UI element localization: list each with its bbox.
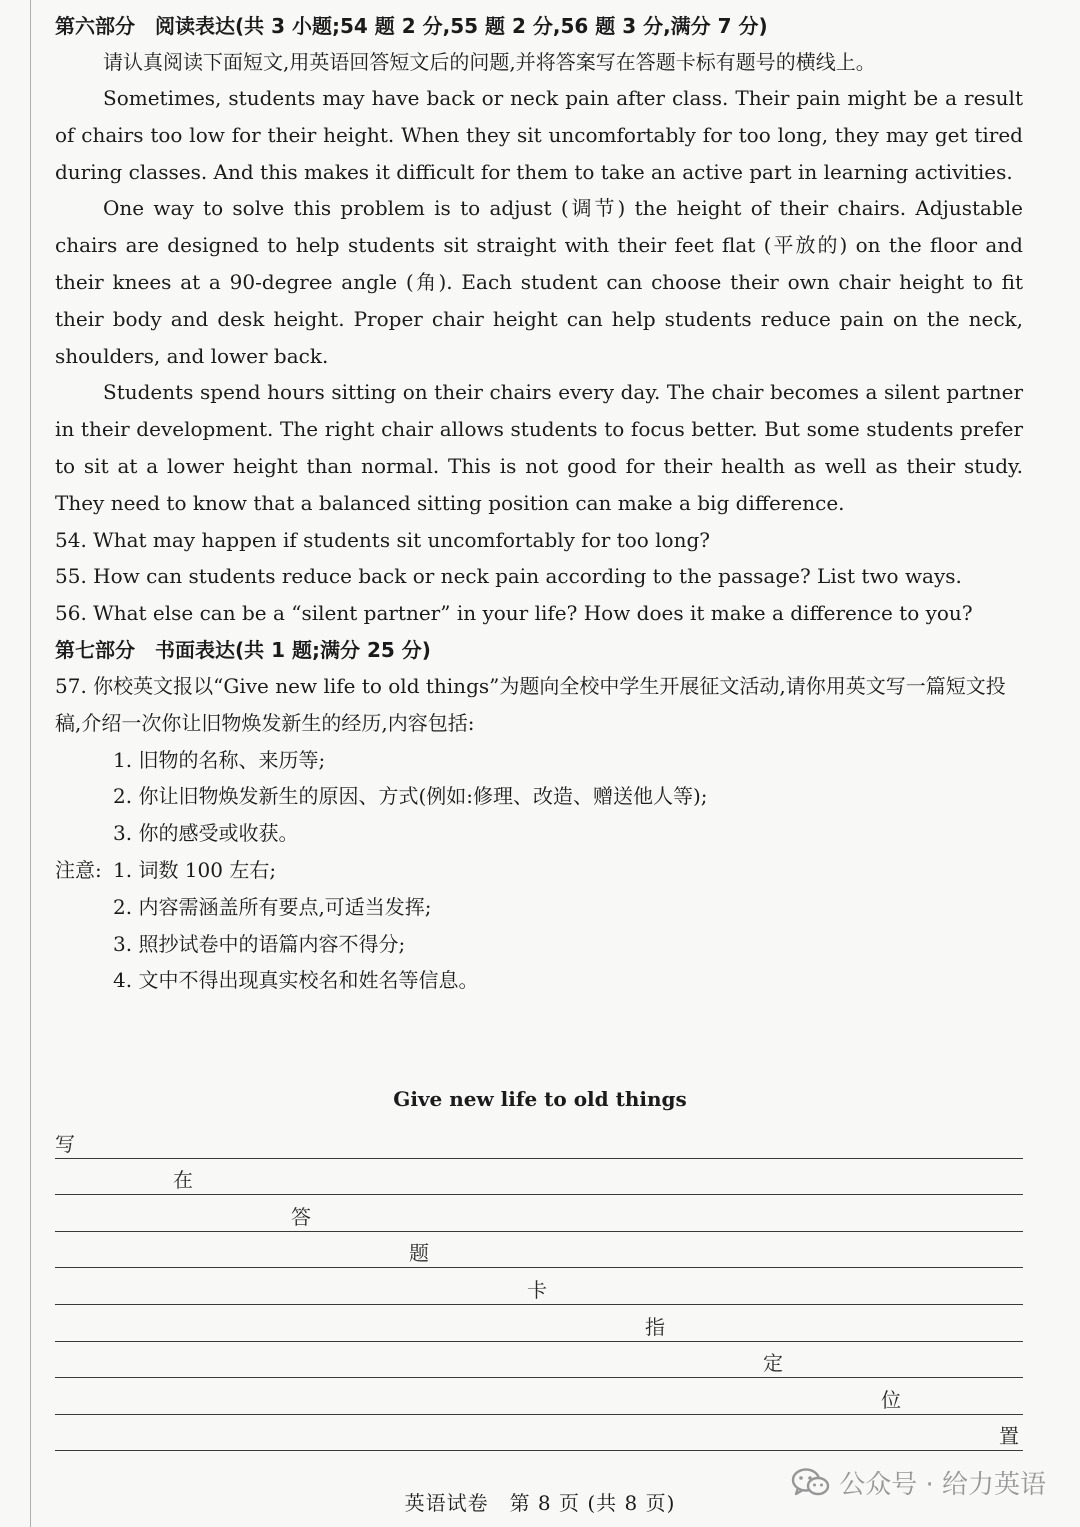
line-mark: 答 [291,1204,311,1229]
line-mark: 位 [881,1387,901,1412]
line-mark: 写 [55,1131,75,1156]
writing-area [55,1122,1023,1451]
note-item-1: 1. 词数 100 左右; [113,857,277,882]
writing-line [55,1268,1023,1305]
line-mark: 置 [999,1424,1019,1449]
question-55: 55. How can students reduce back or neck pain according to the passage? List two ways. [55,564,962,589]
requirement-item-1: 1. 旧物的名称、来历等; [113,747,326,772]
note-item-2: 2. 内容需涵盖所有要点,可适当发挥; [113,894,432,919]
line-mark: 在 [173,1168,193,1193]
notes-row-1 [55,852,1023,889]
page-footer: 英语试卷 第 8 页 (共 8 页) [404,1491,676,1515]
passage-paragraph-2: One way to solve this problem is to adjust (调节) the height of their chairs. Adjustable chairs are designed to help students sit straight with their feet flat (平放的) on the floor and their knees at a 90-degree angle (角). Each student can choose their own chair height to fit their body and desk height. Proper chair height can help students reduce pain on the neck, shoulders, and lower back. [55,196,1023,368]
binding-border-line [30,0,31,1527]
line-mark: 题 [409,1241,429,1266]
requirement-item-3: 3. 你的感受或收获。 [113,821,299,846]
essay-title: Give new life to old things [393,1087,687,1111]
writing-line [55,1305,1023,1342]
line-mark: 定 [763,1351,783,1376]
writing-line [55,1195,1023,1232]
watermark-text: 公众号 · 给力英语 [839,1470,1046,1500]
writing-line [55,1159,1023,1196]
line-mark: 指 [645,1314,665,1339]
line-mark: 卡 [527,1277,547,1302]
writing-task-57: 57. 你校英文报以“Give new life to old things”为题向全校中学生开展征文活动,请你用英文写一篇短文投稿,介绍一次你让旧物焕发新生的经历,内容包括: [55,673,1006,735]
requirement-item-2: 2. 你让旧物焕发新生的原因、方式(例如:修理、改造、赠送他人等); [113,784,708,809]
question-56: 56. What else can be a “silent partner” in your life? How does it make a difference to you? [55,601,973,626]
part6-header: 第六部分 阅读表达(共 3 小题;54 题 2 分,55 题 2 分,56 题 3 分,满分 7 分) [55,14,768,38]
writing-line [55,1378,1023,1415]
notes-label: 注意: [55,857,102,882]
note-item-3: 3. 照抄试卷中的语篇内容不得分; [113,931,406,956]
note-item-4: 4. 文中不得出现真实校名和姓名等信息。 [113,968,479,993]
passage-paragraph-1: Sometimes, students may have back or neck pain after class. Their pain might be a result of chairs too low for their height. When they sit uncomfortably for too long, they may get tired during classes. And this makes it difficult for them to take an active part in learning activities. [55,86,1023,184]
writing-line [55,1122,1023,1159]
passage-paragraph-3: Students spend hours sitting on their chairs every day. The chair becomes a silent partner in their development. The right chair allows students to focus better. But some students prefer to sit at a lower height than normal. This is not good for their health as well as their study. They need to know that a balanced sitting position can make a big difference. [55,380,1023,515]
writing-line [55,1415,1023,1452]
exam-content [55,8,1023,999]
question-54: 54. What may happen if students sit uncomfortably for too long? [55,527,710,552]
part6-instruction: 请认真阅读下面短文,用英语回答短文后的问题,并将答案写在答题卡标有题号的横线上。 [103,50,876,74]
writing-line [55,1342,1023,1379]
part7-header: 第七部分 书面表达(共 1 题;满分 25 分) [55,637,431,662]
writing-line [55,1232,1023,1269]
